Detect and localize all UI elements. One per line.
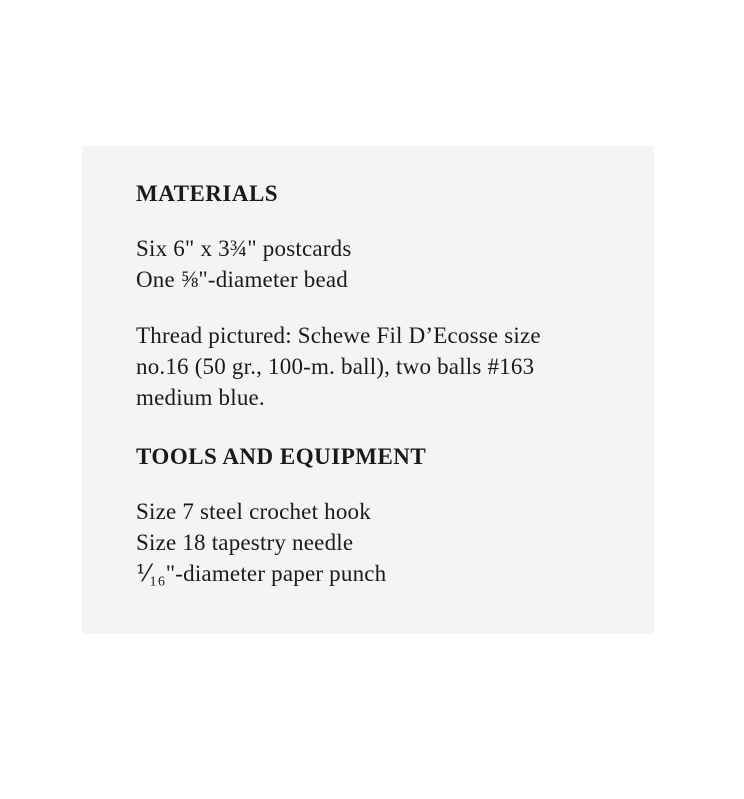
materials-item: Six 6" x 3¾" postcards	[136, 236, 352, 261]
materials-item: One ⅝"-diameter bead	[136, 267, 348, 292]
spacer	[136, 212, 636, 233]
spacer	[136, 413, 636, 439]
thread-line: no.16 (50 gr., 100-m. ball), two balls #163	[136, 354, 535, 379]
card-content	[136, 176, 636, 589]
thread-line: medium blue.	[136, 385, 265, 410]
spacer	[136, 295, 636, 320]
thread-line: Thread pictured: Schewe Fil D’Ecosse size	[136, 323, 541, 348]
tools-item: Size 18 tapestry needle	[136, 530, 354, 555]
spacer	[136, 475, 636, 496]
materials-heading: MATERIALS	[136, 181, 279, 206]
tools-item: Size 7 steel crochet hook	[136, 499, 371, 524]
tools-heading: TOOLS AND EQUIPMENT	[136, 444, 427, 469]
tools-item: ⅟₁₆"-diameter paper punch	[136, 561, 387, 586]
